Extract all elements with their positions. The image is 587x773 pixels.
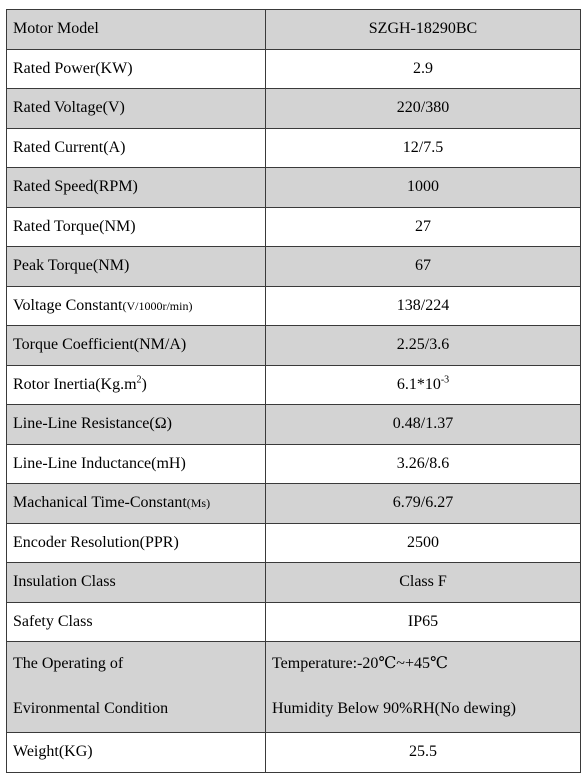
spec-label: Rated Torque(NM) <box>7 207 266 247</box>
table-row <box>7 365 581 405</box>
table-row <box>7 733 581 773</box>
env-label-stack <box>7 642 265 732</box>
spec-label: Peak Torque(NM) <box>7 247 266 287</box>
spec-value <box>266 365 581 405</box>
table-row <box>7 49 581 89</box>
spec-label: Encoder Resolution(PPR) <box>7 523 266 563</box>
spec-label <box>7 484 266 524</box>
spec-value: IP65 <box>266 602 581 642</box>
spec-label: Weight(KG) <box>7 733 266 773</box>
spec-label: Safety Class <box>7 602 266 642</box>
spec-value: 0.48/1.37 <box>266 405 581 445</box>
table-row <box>7 602 581 642</box>
spec-value: 25.5 <box>266 733 581 773</box>
motor-spec-table <box>6 9 581 773</box>
spec-value: 138/224 <box>266 286 581 326</box>
spec-label: Rated Power(KW) <box>7 49 266 89</box>
env-value-line: Temperature:-20℃~+45℃ <box>272 655 448 673</box>
table-row <box>7 10 581 50</box>
spec-value: 1000 <box>266 168 581 208</box>
table-row <box>7 563 581 603</box>
spec-value <box>266 642 581 733</box>
spec-value: 12/7.5 <box>266 128 581 168</box>
table-row <box>7 286 581 326</box>
table-row <box>7 247 581 287</box>
spec-value: 27 <box>266 207 581 247</box>
spec-label-text: Rotor Inertia(Kg.m <box>13 375 137 393</box>
spec-label-text: Voltage Constant <box>13 296 123 314</box>
spec-value: SZGH-18290BC <box>266 10 581 50</box>
spec-value-superscript: -3 <box>440 374 450 386</box>
spec-value: 2.9 <box>266 49 581 89</box>
spec-label-end: ) <box>141 375 147 393</box>
table-row <box>7 405 581 445</box>
spec-value: 2500 <box>266 523 581 563</box>
table-row <box>7 207 581 247</box>
env-label-line: The Operating of <box>13 655 124 673</box>
env-label-line: Evironmental Condition <box>13 700 169 718</box>
spec-label: Insulation Class <box>7 563 266 603</box>
spec-label: Line-Line Resistance(Ω) <box>7 405 266 445</box>
spec-label <box>7 286 266 326</box>
env-value-line: Humidity Below 90%RH(No dewing) <box>272 700 516 718</box>
spec-label: Rated Current(A) <box>7 128 266 168</box>
table-row <box>7 523 581 563</box>
table-row <box>7 484 581 524</box>
spec-label: Torque Coefficient(NM/A) <box>7 326 266 366</box>
table-row <box>7 89 581 129</box>
spec-label: Rated Voltage(V) <box>7 89 266 129</box>
table-row <box>7 444 581 484</box>
spec-label <box>7 365 266 405</box>
spec-value-text: 6.1*10 <box>396 375 441 393</box>
table-row <box>7 128 581 168</box>
spec-label: Motor Model <box>7 10 266 50</box>
spec-label-unit: (V/1000r/min) <box>122 298 193 313</box>
table-row <box>7 642 581 733</box>
spec-value: 6.79/6.27 <box>266 484 581 524</box>
spec-value: 220/380 <box>266 89 581 129</box>
spec-label: Rated Speed(RPM) <box>7 168 266 208</box>
spec-value: 3.26/8.6 <box>266 444 581 484</box>
table-row <box>7 168 581 208</box>
spec-value: 67 <box>266 247 581 287</box>
table-row <box>7 326 581 366</box>
spec-value: 2.25/3.6 <box>266 326 581 366</box>
spec-label-text: Machanical Time-Constant <box>13 494 187 512</box>
spec-label <box>7 642 266 733</box>
spec-label-unit: (Ms) <box>186 496 211 511</box>
spec-label-superscript: 2 <box>136 374 142 386</box>
spec-value: Class F <box>266 563 581 603</box>
spec-label: Line-Line Inductance(mH) <box>7 444 266 484</box>
env-value-stack <box>266 642 580 732</box>
